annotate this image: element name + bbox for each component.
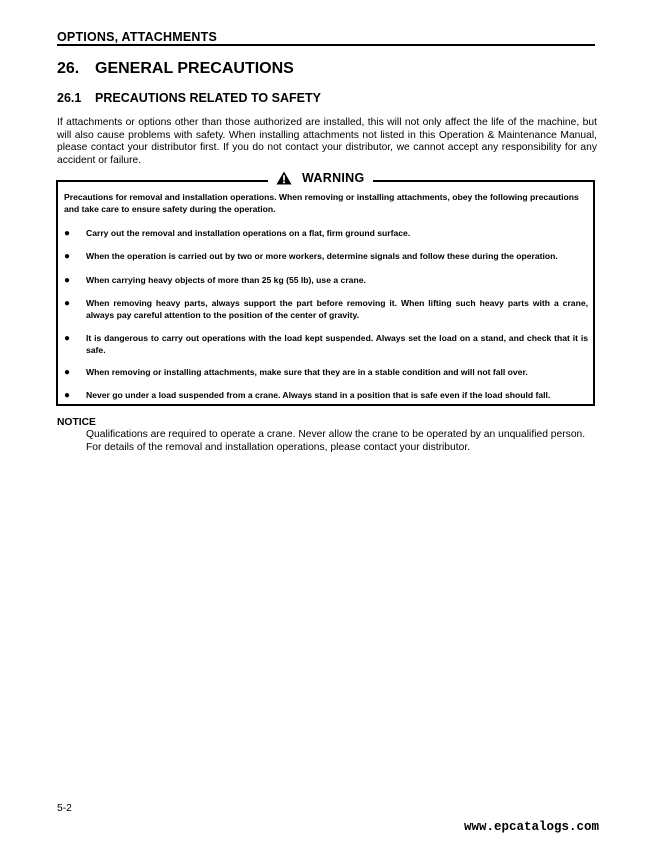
warning-triangle-icon: [276, 171, 292, 185]
footer-watermark-url: www.epcatalogs.com: [463, 820, 599, 834]
warning-box: [56, 171, 595, 406]
bullet-icon: ●: [64, 390, 71, 401]
bullet-icon: ●: [64, 275, 71, 286]
subsection-number: 26.1: [57, 91, 82, 105]
section-heading: [57, 60, 294, 78]
warning-list-item: [64, 298, 588, 321]
warning-header: [268, 171, 373, 185]
bullet-icon: ●: [64, 228, 71, 239]
bullet-icon: ●: [64, 251, 71, 262]
warning-title: WARNING: [302, 171, 365, 185]
warning-item-text: When carrying heavy objects of more than 25 kg (55 lb), use a crane.: [86, 275, 366, 285]
section-number: 26.: [57, 60, 80, 77]
subsection-heading: [57, 91, 321, 105]
warning-item-text: When removing heavy parts, always support the part before removing it. When lifting such heavy parts with a crane, always pay careful attention to the position of the center of gravity.: [86, 298, 588, 320]
subsection-title: PRECAUTIONS RELATED TO SAFETY: [95, 91, 321, 105]
section-title: GENERAL PRECAUTIONS: [95, 60, 294, 77]
bullet-icon: ●: [64, 367, 71, 378]
notice-text: [86, 429, 598, 454]
warning-list-item: [64, 367, 588, 379]
warning-list-item: [64, 390, 588, 402]
warning-list-item: [64, 228, 588, 240]
header-title: OPTIONS, ATTACHMENTS: [57, 30, 218, 44]
header-divider: [57, 44, 595, 46]
page-number: 5-2: [57, 803, 72, 814]
warning-item-text: It is dangerous to carry out operations with the load kept suspended. Always set the load on a stand, and check that it is safe.: [86, 333, 588, 355]
warning-list-item: [64, 333, 588, 356]
bullet-icon: ●: [64, 333, 71, 344]
warning-lead-text: Precautions for removal and installation operations. When removing or installing attachments, obey the following precautions and take care to ensure safety during the operation.: [64, 192, 579, 214]
notice-line: For details of the removal and installation operations, please contact your distributor.: [86, 441, 471, 453]
warning-item-text: When removing or installing attachments, make sure that they are in a stable condition and will not fall over.: [86, 367, 528, 377]
intro-paragraph: If attachments or options other than those authorized are installed, this will not only affect the life of the machine, but will also cause problems with safety. When installing attachments not listed in this Operation & Maintenance Manual, please contact your distributor first. If you do not contact your distributor, we cannot accept any responsibility for any accident or failure.: [57, 117, 597, 166]
warning-item-text: Carry out the removal and installation operations on a flat, firm ground surface.: [86, 228, 411, 238]
warning-item-text: When the operation is carried out by two or more workers, determine signals and follow these during the operation.: [86, 251, 558, 261]
notice-title: NOTICE: [57, 417, 96, 428]
warning-list-item: [64, 251, 588, 263]
notice-line: Qualifications are required to operate a crane. Never allow the crane to be operated by an unqualified person.: [86, 429, 586, 440]
warning-list-item: [64, 275, 588, 287]
bullet-icon: ●: [64, 298, 71, 309]
warning-item-text: Never go under a load suspended from a crane. Always stand in a position that is safe even if the load should fall.: [86, 390, 551, 400]
